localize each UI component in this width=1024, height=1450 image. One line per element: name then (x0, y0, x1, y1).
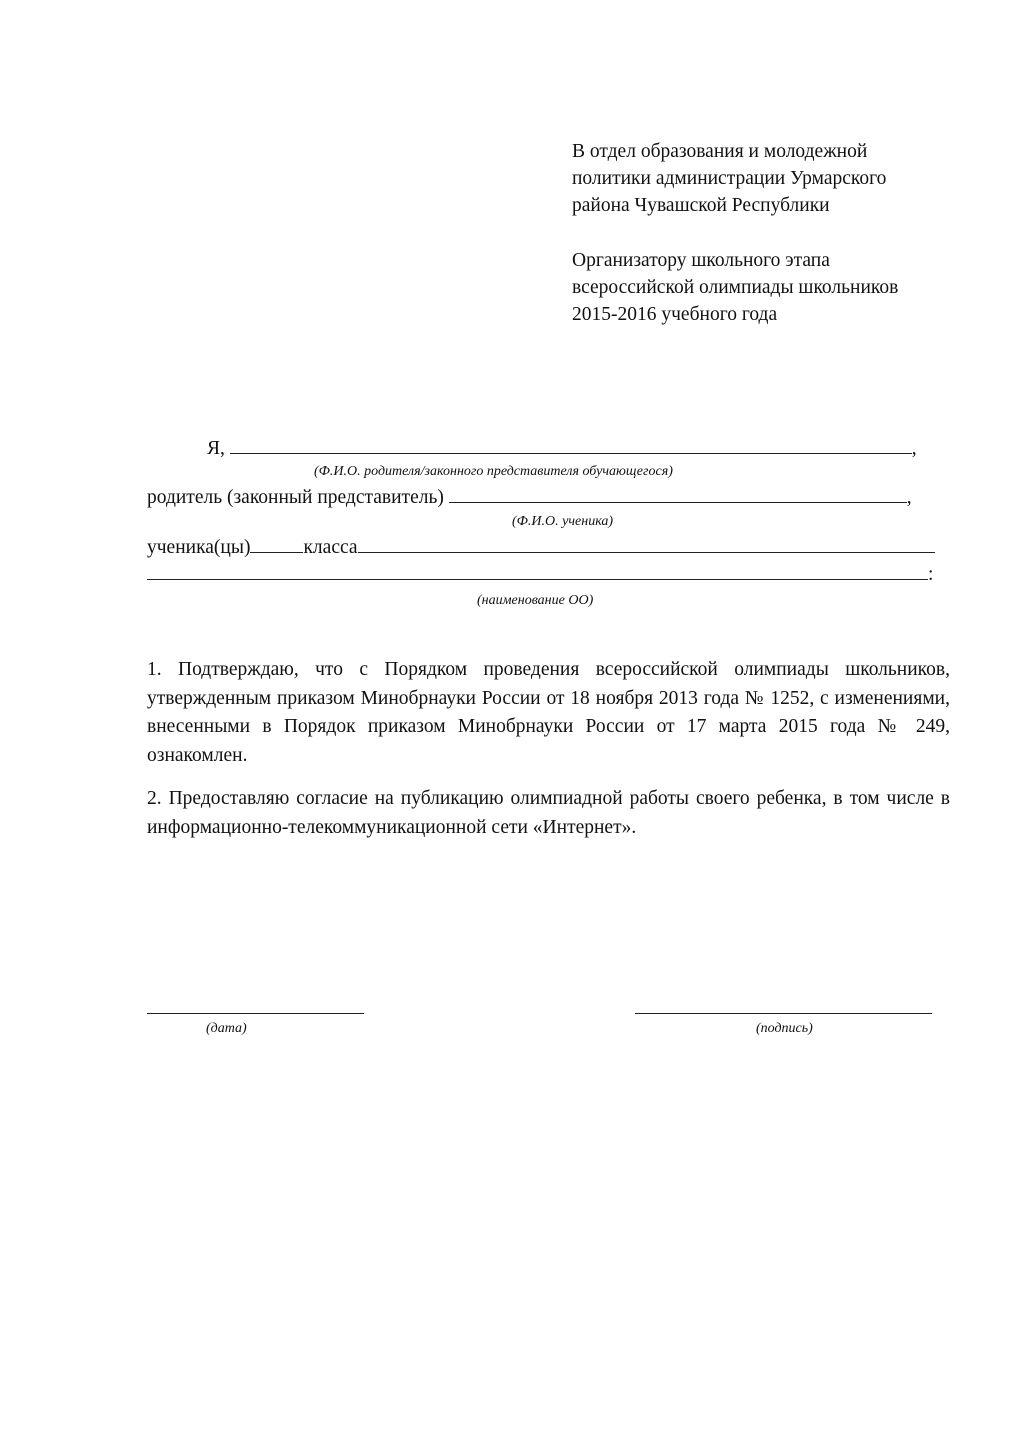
grade-line (147, 536, 935, 560)
line-prefix: ученика(цы) (147, 537, 251, 558)
school-field-top[interactable] (358, 536, 935, 553)
student-name-field[interactable] (449, 486, 907, 503)
addressee-line: Организатору школьного этапа (572, 250, 830, 271)
school-line (147, 563, 933, 587)
addressee-department (572, 138, 886, 219)
parent-name-field[interactable] (230, 437, 912, 454)
signature-caption: (подпись) (756, 1021, 813, 1036)
parent-name-line (207, 437, 917, 461)
line-prefix: Я, (207, 438, 225, 459)
paragraph-2: 2. Предоставляю согласие на публикацию олимпиадной работы своего ребенка, в том числе в информационно-телекоммуникационной сети «Интернет». (147, 788, 950, 838)
line-suffix: : (928, 564, 934, 585)
student-name-caption: (Ф.И.О. ученика) (512, 514, 614, 529)
school-field[interactable] (147, 563, 928, 580)
parent-name-caption: (Ф.И.О. родителя/законного представителя обучающегося) (314, 464, 673, 479)
addressee-line: района Чувашской Республики (572, 195, 830, 216)
grade-field[interactable] (250, 536, 303, 553)
addressee-organizer (572, 247, 898, 328)
paragraph-1: 1. Подтверждаю, что с Порядком проведения всероссийской олимпиады школьников, утвержденным приказом Минобрнауки России от 18 ноября 2013 года № 1252, с изменениями, внесенными в Порядок приказом Минобрнауки России от 17 марта 2015 года № 249, ознакомлен. (147, 659, 950, 766)
date-caption: (дата) (206, 1021, 247, 1036)
line-suffix: , (906, 487, 912, 508)
student-name-line (147, 486, 912, 510)
addressee-line: В отдел образования и молодежной (572, 141, 868, 162)
school-caption: (наименование ОО) (477, 593, 594, 608)
addressee-line: политики администрации Урмарского (572, 168, 887, 189)
line-suffix: , (911, 438, 917, 459)
signature-field[interactable] (635, 1013, 932, 1014)
addressee-line: всероссийской олимпиады школьников (572, 277, 899, 298)
line-prefix: родитель (законный представитель) (147, 487, 444, 508)
addressee-line: 2015-2016 учебного года (572, 304, 778, 325)
line-middle: класса (303, 537, 358, 558)
date-field[interactable] (147, 1013, 364, 1014)
